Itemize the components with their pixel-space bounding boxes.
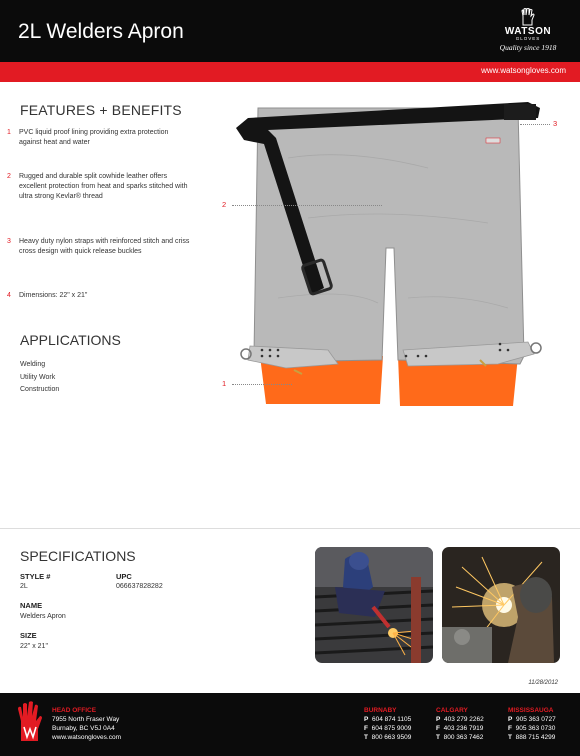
feature-text: Dimensions: 22" x 21" [19, 292, 88, 299]
apron-image [228, 98, 558, 413]
calgary-fax: F 403 236 7919 [436, 725, 484, 732]
feature-number: 4 [7, 292, 11, 299]
callout-line [520, 124, 550, 125]
size-value: 22" x 21" [20, 643, 48, 650]
calgary-tollfree: T 800 363 7462 [436, 734, 484, 741]
application-item: Utility Work [20, 373, 56, 381]
logo-tagline: Quality since 1918 [499, 43, 557, 52]
logo-name: WATSON [504, 26, 552, 37]
mississauga-fax: F 905 363 0730 [508, 725, 556, 732]
burnaby-phone: P 604 874 1105 [364, 716, 412, 723]
red-bar [0, 62, 580, 82]
feature-number: 1 [7, 129, 11, 136]
head-office-address: 7955 North Fraser Way [52, 716, 120, 723]
calgary-phone: P 403 279 2262 [436, 716, 484, 723]
watson-logo [496, 8, 560, 54]
burnaby-tollfree: T 800 663 9509 [364, 734, 412, 741]
name-value: Welders Apron [20, 613, 66, 620]
callout-line [232, 384, 292, 385]
applications-list [20, 359, 59, 397]
style-label: STYLE # [20, 572, 51, 581]
specifications-heading: SPECIFICATIONS [20, 548, 136, 564]
feature-item [7, 291, 192, 301]
document-date: 11/28/2012 [528, 680, 558, 686]
features-heading: FEATURES + BENEFITS [20, 102, 182, 118]
header-bar [0, 0, 580, 62]
callout-2: 2 [222, 200, 227, 209]
callout-3: 3 [553, 119, 558, 128]
watson-glove-logo-icon [15, 701, 45, 743]
feature-text: Heavy duty nylon straps with reinforced stitch and criss cross design with quick release buckles [19, 238, 190, 255]
section-divider [0, 528, 580, 529]
feature-number: 2 [7, 173, 11, 180]
feature-text: PVC liquid proof lining providing extra protection against heat and water [19, 129, 169, 146]
style-value: 2L [20, 583, 28, 590]
callout-1: 1 [222, 379, 227, 388]
feature-item [7, 172, 192, 202]
welding-photo-left [315, 547, 433, 663]
applications-heading: APPLICATIONS [20, 332, 121, 348]
glove-logo-icon [520, 8, 536, 26]
application-item: Construction [20, 386, 60, 393]
mississauga-tollfree: T 888 715 4299 [508, 734, 556, 741]
mississauga-phone: P 905 363 0727 [508, 716, 556, 723]
mississauga-title: MISSISSAUGA [508, 707, 554, 714]
application-item: Welding [20, 361, 46, 368]
welding-photo-right [442, 547, 560, 663]
name-label: NAME [20, 601, 43, 610]
page-title: 2L Welders Apron [18, 20, 184, 43]
size-label: SIZE [20, 631, 37, 640]
logo-sub: GLOVES [515, 36, 541, 41]
head-office-website[interactable]: www.watsongloves.com [52, 734, 121, 741]
upc-label: UPC [116, 572, 132, 581]
burnaby-title: BURNABY [364, 707, 397, 714]
burnaby-fax: F 604 875 9009 [364, 725, 412, 732]
feature-item [7, 237, 192, 257]
feature-number: 3 [7, 238, 11, 245]
feature-text: Rugged and durable split cowhide leather offers excellent protection from heat and sparks stitched with ultra strong Kevlar® thread [19, 173, 188, 200]
calgary-title: CALGARY [436, 707, 468, 714]
footer [0, 693, 580, 756]
upc-value: 066637828282 [116, 583, 163, 590]
website-link[interactable]: www.watsongloves.com [481, 66, 566, 75]
head-office-city: Burnaby, BC V5J 0A4 [52, 725, 115, 732]
feature-item [7, 128, 192, 148]
head-office-title: HEAD OFFICE [52, 707, 97, 714]
callout-line [232, 205, 382, 206]
